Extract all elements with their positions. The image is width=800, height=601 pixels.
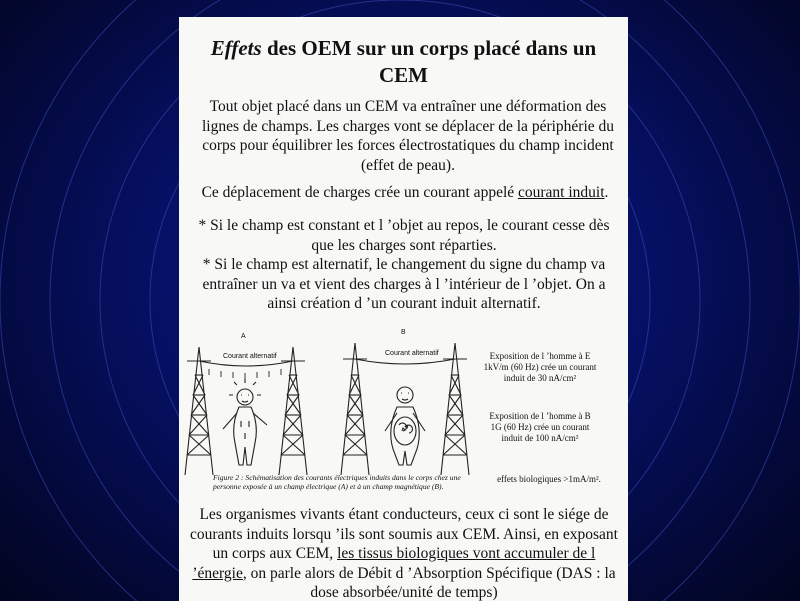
figure-caption: Figure 2 : Schématisation des courants électriques induits dans le corps chez une personne exposée à un champ électrique (A) et à un champ magnétique (B). bbox=[213, 473, 461, 491]
wire-b bbox=[355, 359, 455, 364]
panel-a-label: A bbox=[241, 333, 246, 340]
absorption-text-1: Les organismes vivants étant conducteurs, ceux ci sont le siége de courants induits lorsqu ’ils sont soumis aux CEM. Ainsi, en exposant un corps aux CEM, bbox=[190, 506, 618, 562]
scanned-document-page bbox=[179, 17, 628, 601]
note-electric-exposure: Exposition de l ’homme à E 1kV/m (60 Hz) crée un courant induit de 30 nA/cm² bbox=[483, 351, 597, 383]
pylon-b-left bbox=[341, 343, 369, 475]
person-b bbox=[385, 387, 425, 465]
panel-b-label: B bbox=[401, 329, 406, 336]
title-rest: des OEM sur un corps placé dans un bbox=[261, 36, 597, 60]
person-a bbox=[223, 379, 267, 465]
title-line-2: CEM bbox=[379, 63, 428, 87]
induced-current-end: . bbox=[604, 184, 609, 201]
pylon-a-left bbox=[185, 347, 213, 475]
absorption-text-2: , on parle alors de Débit d ’Absorption Spécifique (DAS : la dose absorbée/unité de temps) bbox=[242, 564, 616, 601]
bullet-constant-field: * Si le champ est constant et l ’objet au repos, le courant cesse dès que les charges sont réparties. bbox=[198, 217, 610, 254]
wire-a bbox=[199, 361, 293, 366]
field-lines-a bbox=[209, 369, 281, 379]
paragraph-induced-current bbox=[185, 183, 625, 203]
pylon-b-right bbox=[441, 343, 469, 475]
document-title bbox=[179, 35, 628, 89]
panel-b-wire-label: Courant alternatif bbox=[385, 350, 439, 357]
figure-induced-currents bbox=[179, 325, 628, 505]
paragraph-field-cases bbox=[187, 216, 621, 314]
pylon-a-right bbox=[279, 347, 307, 475]
note-biological-effects: effets biologiques >1mA/m². bbox=[497, 474, 601, 484]
paragraph-absorption bbox=[187, 505, 621, 601]
induced-current-text: Ce déplacement de charges crée un courant appelé bbox=[201, 184, 519, 201]
bullet-alternating-field: * Si le champ est alternatif, le changement du signe du champ va entraîner un va et vient des charges à l ’intérieur de l ’objet. On a ainsi création d ’un courant induit alternatif. bbox=[202, 256, 606, 312]
absorption-underlined: les tissus biologiques vont accumuler de l ’énergie bbox=[192, 545, 596, 582]
panel-a-wire-label: Courant alternatif bbox=[223, 353, 277, 360]
paragraph-deformation: Tout objet placé dans un CEM va entraîner une déformation des lignes de champs. Les charges vont se déplacer de la périphérie du corps pour équilibrer les forces électrostatiques du champ incident (effet de peau). bbox=[201, 98, 615, 174]
note-magnetic-exposure: Exposition de l ’homme à B 1G (60 Hz) crée un courant induit de 100 nA/cm² bbox=[489, 411, 591, 443]
title-italic-word: Effets bbox=[210, 36, 262, 60]
induced-current-term: courant induit bbox=[518, 184, 605, 201]
